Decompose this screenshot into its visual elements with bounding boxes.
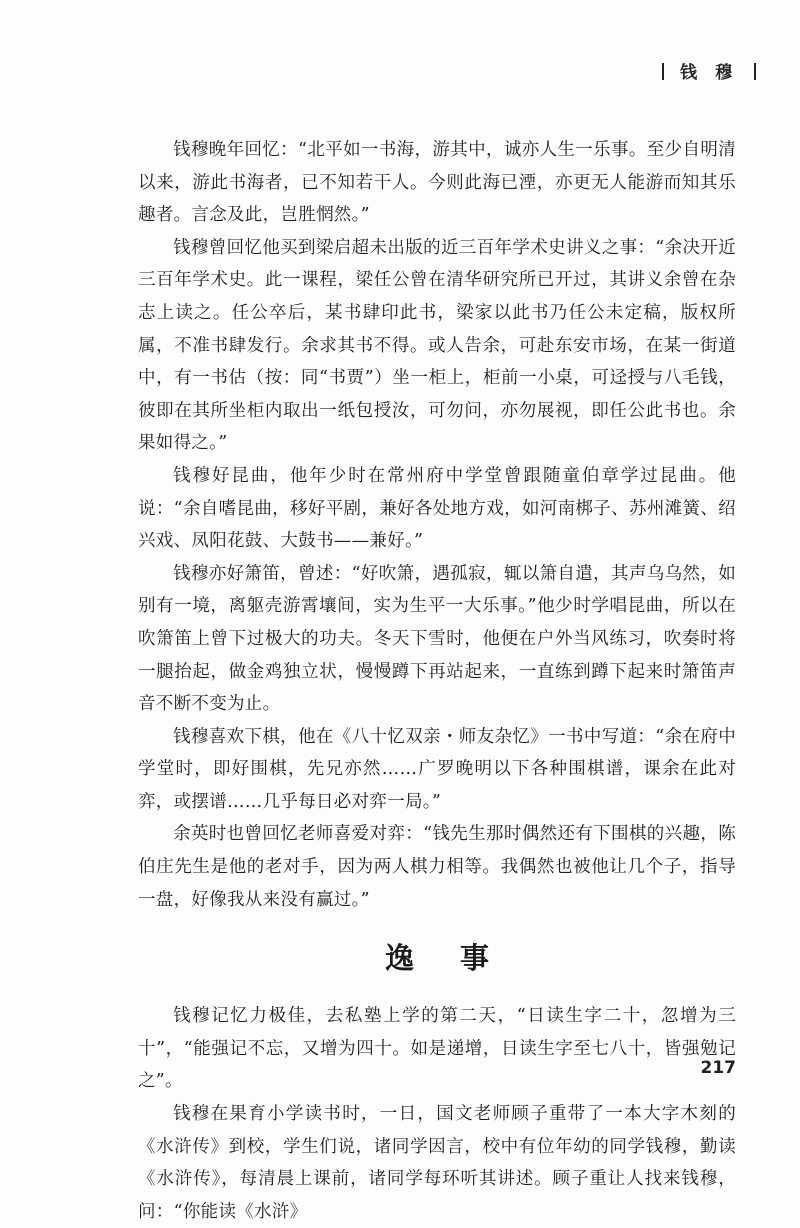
body-text (138, 134, 736, 1228)
paragraph-water-margin: 钱穆在果育小学读书时，一日，国文老师顾子重带了一本大字木刻的《水浒传》到校，学生们说，诸同学因言，校中有位年幼的同学钱穆，勤读《水浒传》，每清晨上课前，诸同学每环听其讲述。顾子重让人找来钱穆，问：“你能读《水浒》 (138, 1104, 736, 1222)
running-head-right-bar (754, 63, 756, 80)
running-head-title: 钱 穆 (680, 63, 739, 83)
paragraph-beiping-books: 钱穆晚年回忆：“北平如一书海，游其中，诚亦人生一乐事。至少自明清以来，游此书海者，已不知若干人。今则此海已湮，亦更无人能游而知其乐趣者。言念及此，岂胜惘然。” (138, 140, 736, 226)
section-title: 逸 事 (384, 941, 508, 976)
running-head-left-bar (662, 63, 664, 80)
paragraph-liang-qichao-lectures: 钱穆曾回忆他买到梁启超未出版的近三百年学术史讲义之事：“余决开近三百年学术史。此一课程，梁任公曾在清华研究所已开过，其讲义余曾在杂志上读之。任公卒后，某书肆印此书，梁家以此书乃任公未定稿，版权所属，不准书肆发行。余求其书不得。或人告余，可赴东安市场，在某一街道中，有一书估（按：同“书贾”）坐一柜上，柜前一小桌，可迳授与八毛钱，彼即在其所坐柜内取出一纸包授汝，可勿问，亦勿展视，即任公此书也。余果如得之。” (138, 237, 736, 454)
paragraph-kunqu-opera: 钱穆好昆曲，他年少时在常州府中学堂曾跟随童伯章学过昆曲。他说：“余自嗜昆曲，移好平剧，兼好各处地方戏，如河南梆子、苏州滩簧、绍兴戏、凤阳花鼓、大鼓书——兼好。” (138, 465, 736, 552)
paragraph-memory: 钱穆记忆力极佳，去私塾上学的第二天，“日读生字二十，忽增为三十”，“能强记不忘，又增为四十。如是递增，日读生字至七八十，皆强勉记之”。 (138, 1006, 736, 1092)
paragraph-weiqi: 钱穆喜欢下棋，他在《八十忆双亲・师友杂忆》一书中写道：“余在府中学堂时，即好围棋，先兄亦然……广罗晚明以下各种围棋谱，课余在此对弈，或摆谱……几乎每日必对弈一局。” (138, 726, 736, 812)
paragraph-yu-yingshi-recollection: 余英时也曾回忆老师喜爱对弈：“钱先生那时偶然还有下围棋的兴趣，陈伯庄先生是他的老对手，因为两人棋力相等。我偶然也被他让几个子，指导一盘，好像我从来没有赢过。” (138, 824, 736, 910)
running-head (658, 58, 760, 83)
page-number: 217 (700, 1058, 736, 1078)
paragraph-flute: 钱穆亦好箫笛，曾述：“好吹箫，遇孤寂，辄以箫自遣，其声乌乌然，如别有一境，离躯壳游霄壤间，实为生平一大乐事。”他少时学唱昆曲，所以在吹箫笛上曾下过极大的功夫。冬天下雪时，他便在户外当风练习，吹奏时将一腿抬起，做金鸡独立状，慢慢蹲下再站起来，一直练到蹲下起来时箫笛声音不断不变为止。 (138, 563, 736, 715)
